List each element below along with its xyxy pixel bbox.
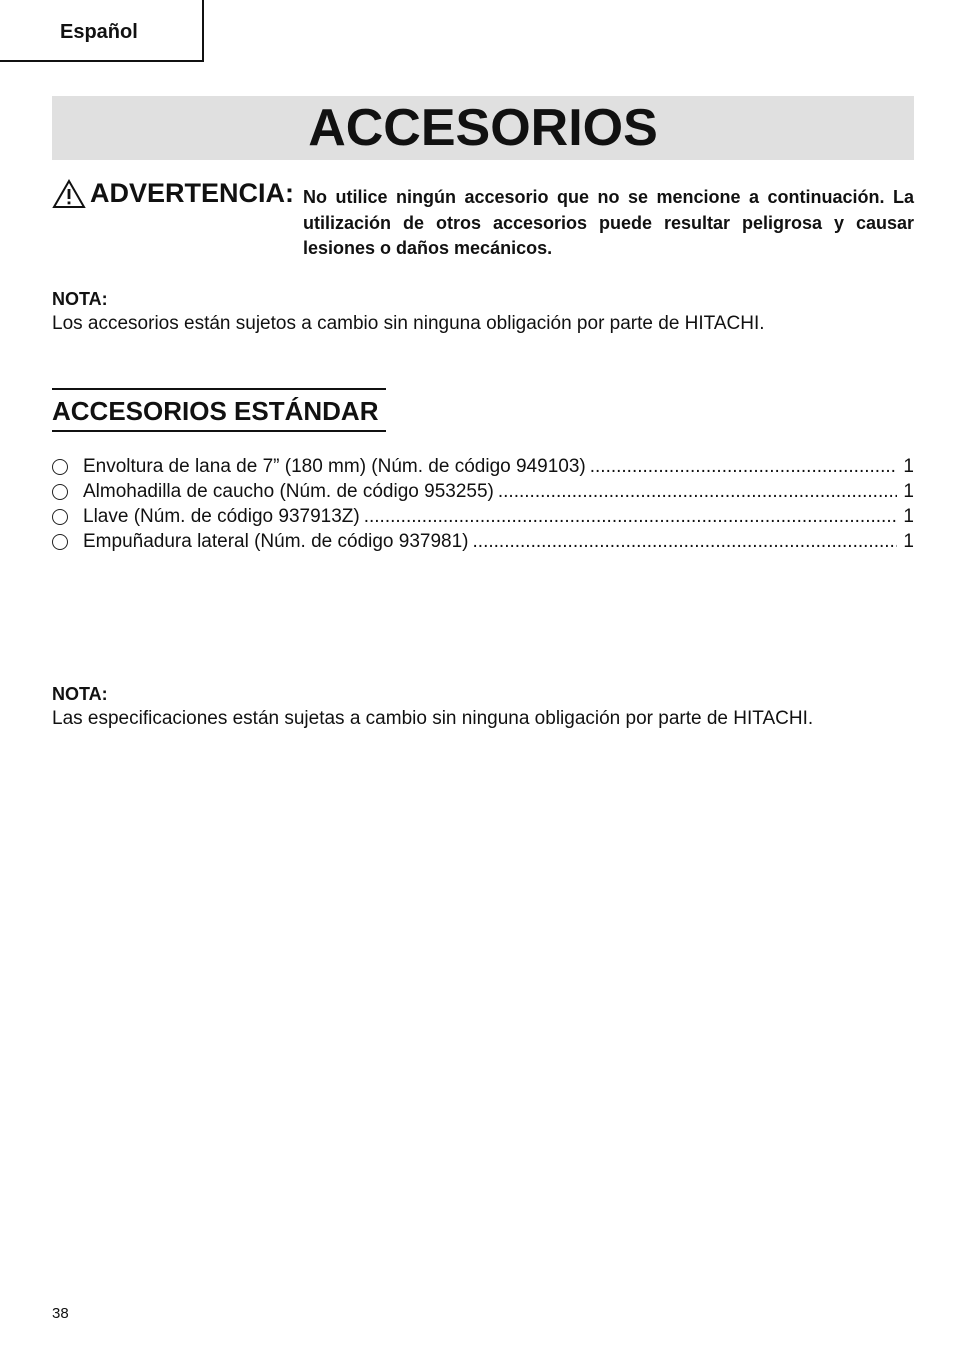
accessory-name: Almohadilla de caucho (Núm. de código 953255) xyxy=(83,481,494,502)
page-title-bar xyxy=(52,96,914,160)
warning-label-group xyxy=(52,178,294,209)
accessory-list xyxy=(52,454,914,554)
note-accessories xyxy=(52,287,922,337)
note-text: Los accesorios están sujetos a cambio sin ninguna obligación por parte de HITACHI. xyxy=(52,313,765,334)
language-label: Español xyxy=(60,21,138,43)
circle-bullet-icon xyxy=(52,509,68,525)
note-text: Las especificaciones están sujetas a cambio sin ninguna obligación por parte de HITACHI. xyxy=(52,708,814,729)
warning-label: ADVERTENCIA: xyxy=(90,178,295,208)
list-item xyxy=(52,479,914,504)
page-number: 38 xyxy=(52,1305,69,1322)
dot-leader xyxy=(590,454,898,479)
dot-leader xyxy=(364,504,898,529)
page-title: ACCESORIOS xyxy=(308,99,658,157)
section-heading-standard-accessories xyxy=(52,388,386,432)
note-specifications xyxy=(52,682,922,732)
list-item xyxy=(52,529,914,554)
dot-leader xyxy=(473,529,898,554)
accessory-name: Llave (Núm. de código 937913Z) xyxy=(83,506,360,527)
accessory-qty: 1 xyxy=(903,456,914,477)
dot-leader xyxy=(498,479,898,504)
circle-bullet-icon xyxy=(52,459,68,475)
accessory-name: Envoltura de lana de 7” (180 mm) (Núm. de código 949103) xyxy=(83,456,586,477)
accessory-qty: 1 xyxy=(903,531,914,552)
accessory-qty: 1 xyxy=(903,506,914,527)
note-heading: NOTA: xyxy=(52,684,108,704)
language-tab xyxy=(0,0,204,62)
accessory-name: Empuñadura lateral (Núm. de código 937981) xyxy=(83,531,469,552)
warning-triangle-icon xyxy=(52,179,86,209)
note-heading: NOTA: xyxy=(52,289,108,309)
list-item xyxy=(52,504,914,529)
circle-bullet-icon xyxy=(52,534,68,550)
accessory-qty: 1 xyxy=(903,481,914,502)
list-item xyxy=(52,454,914,479)
circle-bullet-icon xyxy=(52,484,68,500)
section-heading-text: ACCESORIOS ESTÁNDAR xyxy=(52,396,379,426)
warning-text: No utilice ningún accesorio que no se mencione a continuación. La utilización de otros accesorios puede resultar peligrosa y causar lesiones o daños mecánicos. xyxy=(303,187,914,258)
